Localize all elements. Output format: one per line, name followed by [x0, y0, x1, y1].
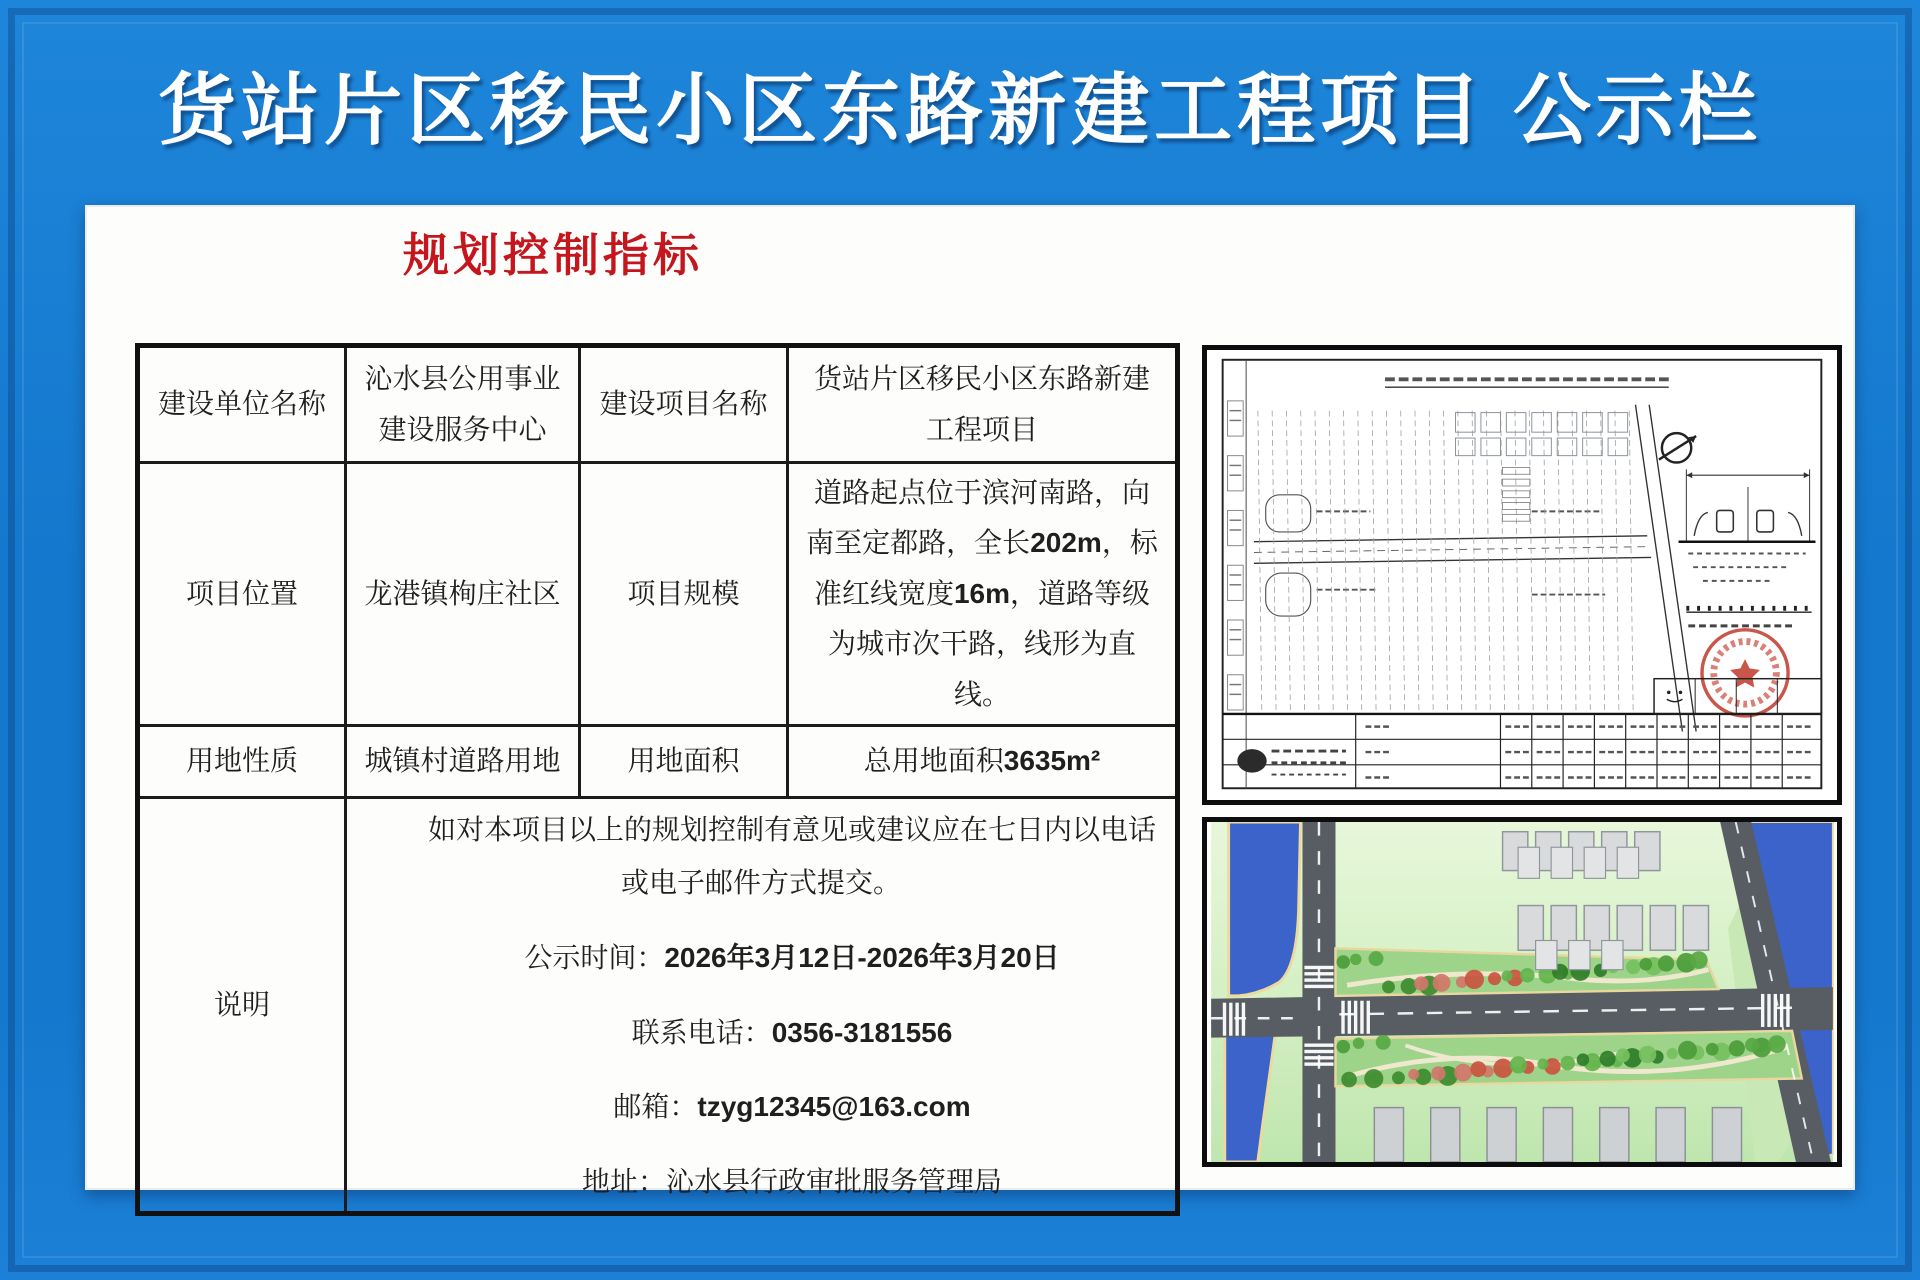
scale-text: ，道路等级为城市次干路，线形为直线。: [827, 577, 1151, 710]
note-label: 邮箱：: [613, 1091, 698, 1123]
scale-length: 202m: [1030, 527, 1102, 559]
road-render-aerial-image: [1202, 817, 1842, 1167]
email-value: tzyg12345@163.com: [697, 1091, 971, 1123]
cell-location-label: 项目位置: [138, 463, 346, 726]
publicity-period-value: 2026年3月12日-2026年3月20日: [664, 942, 1060, 974]
cell-landuse-label: 用地性质: [138, 725, 346, 797]
section-title: 规划控制指标: [403, 229, 703, 281]
note-line-email: [421, 1082, 1163, 1132]
cell-note-label: 说明: [138, 797, 346, 1213]
notice-panel: [85, 205, 1855, 1197]
address-value: 沁水县行政审批服务管理局: [666, 1165, 1003, 1197]
render-drawing: [1207, 822, 1837, 1162]
scale-text: 道路起点位于滨河南路，向南至定都路，全长: [806, 477, 1150, 559]
phone-value: 0356-3181556: [771, 1016, 953, 1048]
area-number: 3635m²: [1003, 745, 1101, 777]
cell-project-name-label: 建设项目名称: [580, 346, 788, 463]
blueprint-drawing: [1207, 350, 1837, 800]
cell-location-value: 龙港镇栒庄社区: [346, 463, 580, 726]
table-row: [138, 463, 1178, 726]
cell-build-unit-value: 沁水县公用事业建设服务中心: [346, 346, 580, 463]
cell-project-name-value: 货站片区移民小区东路新建工程项目: [788, 346, 1178, 463]
cell-scale-value: [788, 463, 1178, 726]
note-label: 联系电话：: [631, 1016, 772, 1048]
note-line-phone: [421, 1008, 1163, 1058]
note-label: 公示时间：: [524, 942, 665, 974]
cell-area-value: [788, 725, 1178, 797]
cell-area-label: 用地面积: [580, 725, 788, 797]
planning-indicators-table: [135, 343, 1180, 1216]
note-line-publicity-period: [421, 933, 1163, 983]
cell-scale-label: 项目规模: [580, 463, 788, 726]
scale-width: 16m: [953, 577, 1011, 609]
cell-note-content: [346, 797, 1178, 1213]
cell-landuse-value: 城镇村道路用地: [346, 725, 580, 797]
scale-text: ，标准红线宽度: [813, 527, 1158, 609]
note-intro: 如对本项目以上的规划控制有意见或建议应在七日内以电话或电子邮件方式提交。: [427, 813, 1156, 899]
cell-build-unit-label: 建设单位名称: [138, 346, 346, 463]
table-row: [138, 797, 1178, 1213]
note-line-address: [421, 1157, 1163, 1207]
red-seal-stamp: [1702, 630, 1788, 716]
site-plan-blueprint-image: [1202, 345, 1842, 805]
table-row: [138, 725, 1178, 797]
note-label: 地址：: [581, 1165, 666, 1197]
area-text: 总用地面积: [863, 745, 1004, 777]
table-row: [138, 346, 1178, 463]
poster-title: 货站片区移民小区东路新建工程项目 公示栏: [158, 66, 1762, 154]
